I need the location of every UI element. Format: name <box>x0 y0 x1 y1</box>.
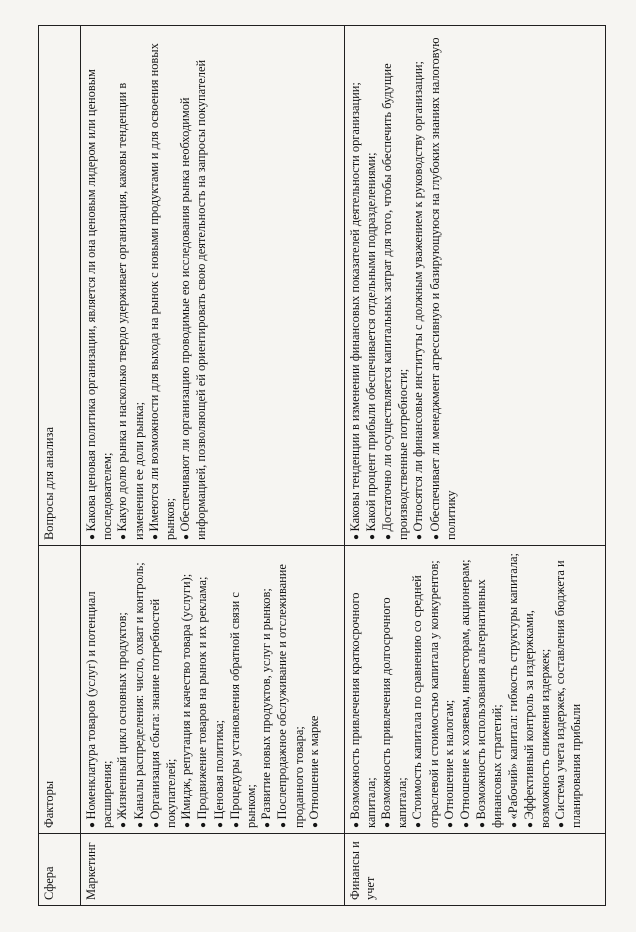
list-item <box>147 31 178 540</box>
list-item <box>84 551 115 828</box>
list-item-text: Относятся ли финансовые институты с должным уважением к руководству организации; <box>411 61 426 532</box>
sphere-cell: Финансы и учет <box>344 834 605 906</box>
bullet-icon: ● <box>508 819 520 828</box>
bullet-icon: ● <box>413 819 425 828</box>
bullet-icon: ● <box>198 819 210 828</box>
header-factors: Факторы <box>39 546 81 834</box>
list-item-text: Какой процент прибыли обеспечивается отдельными подразделениями; <box>363 152 378 532</box>
list-item <box>132 551 148 828</box>
list-item-text: Имидж, репутация и качество товара (услуги); <box>179 573 194 820</box>
bullet-icon: ● <box>382 531 394 540</box>
list-item-text: Послепродажное обслуживание и отслеживание проданного товара; <box>275 564 306 828</box>
list-item <box>84 31 115 540</box>
bullet-icon: ● <box>444 819 456 828</box>
table-row-marketing <box>81 26 345 906</box>
list-item-text: Отношение к налогам; <box>441 699 456 820</box>
list-item <box>348 31 364 540</box>
bullet-icon: ● <box>230 819 242 828</box>
list-item-text: Каковы тенденции в изменении финансовых показателей деятельности организации; <box>347 82 362 532</box>
list-item <box>364 31 380 540</box>
bullet-icon: ● <box>150 819 162 828</box>
list-item <box>259 551 275 828</box>
list-item <box>228 551 259 828</box>
list-item <box>115 31 146 540</box>
factors-cell <box>81 546 345 834</box>
bullet-icon: ● <box>309 819 321 828</box>
list-item <box>474 551 505 828</box>
bullet-icon: ● <box>214 819 226 828</box>
list-item-text: Обеспечивают ли организацию проводимые ею исследования рынка необходимой информацией, позволяющей ей ориентировать свою деятельность на запросы покупателей <box>178 59 209 540</box>
bullet-icon: ● <box>149 531 161 540</box>
table-row-finance <box>344 26 605 906</box>
list-item-text: Имеются ли возможности для выхода на рынок с новыми продуктами и для освоения новых рынков; <box>146 43 178 540</box>
list-item <box>212 551 228 828</box>
list-item-text: Возможность использования альтернативных финансовых стратегий; <box>474 579 505 828</box>
bullet-icon: ● <box>87 531 98 540</box>
factors-list <box>84 551 323 828</box>
list-item <box>275 551 306 828</box>
bullet-icon: ● <box>118 819 130 828</box>
list-item-text: «Рабочий» капитал: гибкость структуры капитала; <box>505 553 520 820</box>
bullet-icon: ● <box>278 819 290 828</box>
list-item-text: Достаточно ли осуществляется капитальных затрат для того, чтобы обеспечить будущие производственные потребности; <box>379 63 411 540</box>
header-questions: Вопросы для анализа <box>39 26 81 546</box>
list-item-text: Какую долю рынка и насколько твердо удерживает организация, каковы тенденции в изменении ее доли рынка; <box>115 82 146 540</box>
list-item <box>442 551 458 828</box>
list-item-text: Эффективный контроль за издержками, возможность снижения издержек; <box>521 610 552 828</box>
rotated-table-wrapper <box>38 26 606 906</box>
list-item-text: Какова ценовая политика организации, является ли она ценовым лидером или ценовым последователем; <box>84 69 115 540</box>
bullet-icon: ● <box>134 819 146 828</box>
list-item-text: Возможность привлечения долгосрочного капитала; <box>378 597 410 828</box>
bullet-icon: ● <box>118 531 130 540</box>
list-item-text: Продвижение товаров на рынок и их реклама; <box>195 576 210 820</box>
list-item <box>307 551 323 828</box>
bullet-icon: ● <box>430 531 442 540</box>
list-item <box>379 551 410 828</box>
bullet-icon: ● <box>182 819 194 828</box>
list-item-text: Стоимость капитала по сравнению со средней отраслевой и стоимостью капитала у конкурентов; <box>410 560 441 828</box>
sphere-cell: Маркетинг <box>81 834 345 906</box>
bullet-icon: ● <box>350 819 362 828</box>
list-item-text: Номенклатура товаров (услуг) и потенциал расширения; <box>84 591 115 828</box>
bullet-icon: ● <box>366 531 378 540</box>
list-item <box>411 31 427 540</box>
list-item-text: Обеспечивает ли менеджмент агрессивную и базирующуюся на глубоких знаниях налоговую политику <box>427 37 458 540</box>
list-item <box>458 551 474 828</box>
bullet-icon: ● <box>181 531 193 540</box>
list-item-text: Отношение к хозяевам, инвесторам, акционерам; <box>457 559 472 820</box>
analysis-table <box>38 25 606 906</box>
list-item <box>522 551 553 828</box>
bullet-icon: ● <box>477 819 489 828</box>
list-item-text: Организация сбыта: знание потребностей покупателей; <box>147 598 179 828</box>
list-item <box>410 551 441 828</box>
list-item-text: Жизненный цикл основных продуктов; <box>115 612 130 820</box>
bullet-icon: ● <box>460 819 472 828</box>
bullet-icon: ● <box>556 819 568 828</box>
bullet-icon: ● <box>87 819 98 828</box>
list-item-text: Возможность привлечения краткосрочного капитала; <box>347 592 378 828</box>
questions-cell <box>81 26 345 546</box>
list-item <box>148 551 179 828</box>
list-item <box>195 551 211 828</box>
questions-cell <box>344 26 605 546</box>
factors-list <box>348 551 585 828</box>
list-item <box>506 551 522 828</box>
list-item-text: Каналы распределения: число, охват и контроль; <box>131 562 146 820</box>
list-item-text: Система учета издержек, составления бюджета и планирования прибыли <box>553 560 584 828</box>
bullet-icon: ● <box>414 531 426 540</box>
list-item <box>428 31 459 540</box>
table-header-row <box>39 26 81 906</box>
bullet-icon: ● <box>524 819 536 828</box>
questions-list <box>348 31 459 540</box>
bullet-icon: ● <box>350 531 362 540</box>
list-item-text: Ценовая политика; <box>211 719 226 820</box>
bullet-icon: ● <box>381 819 393 828</box>
bullet-icon: ● <box>262 819 274 828</box>
list-item <box>178 31 209 540</box>
list-item <box>179 551 195 828</box>
list-item-text: Процедуры установления обратной связи с рынком; <box>227 592 259 828</box>
list-item <box>380 31 411 540</box>
questions-list <box>84 31 210 540</box>
list-item-text: Развитие новых продуктов, услуг и рынков; <box>259 588 274 820</box>
list-item <box>553 551 584 828</box>
list-item <box>115 551 131 828</box>
header-sphere: Сфера <box>39 834 81 906</box>
list-item-text: Отношение к марке <box>306 715 321 820</box>
factors-cell <box>344 546 605 834</box>
list-item <box>348 551 379 828</box>
